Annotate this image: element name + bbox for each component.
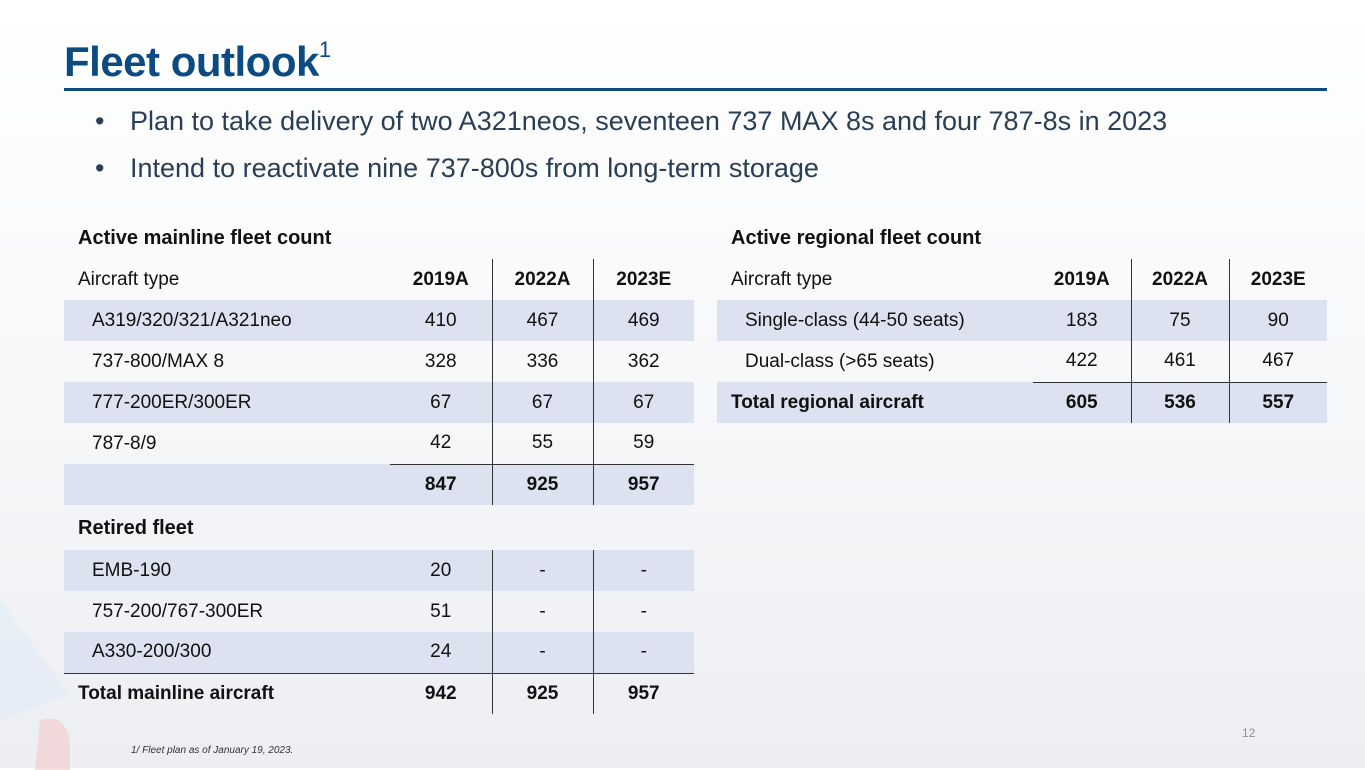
cell-value: 410 bbox=[390, 300, 492, 341]
cell-value: 461 bbox=[1131, 341, 1229, 382]
cell-value: 605 bbox=[1033, 382, 1131, 423]
mainline-fleet-table bbox=[64, 259, 694, 505]
cell-value: 536 bbox=[1131, 382, 1229, 423]
bullet-item: • Plan to take delivery of two A321neos, seventeen 737 MAX 8s and four 787-8s in 2023 bbox=[95, 106, 1168, 136]
mainline-section-title: Active mainline fleet count bbox=[78, 227, 332, 249]
row-label: Single-class (44-50 seats) bbox=[717, 300, 1033, 341]
header-cell: 2019A bbox=[1053, 268, 1110, 290]
cell-value: - bbox=[492, 632, 593, 673]
row-label: 777-200ER/300ER bbox=[64, 382, 390, 423]
cell-value: - bbox=[492, 591, 593, 632]
cell-value: 183 bbox=[1033, 300, 1131, 341]
regional-fleet-table bbox=[717, 259, 1327, 423]
row-label: A330-200/300 bbox=[64, 632, 390, 673]
cell-value: 20 bbox=[390, 550, 492, 591]
header-cell: 2022A bbox=[1131, 259, 1229, 300]
row-label: 757-200/767-300ER bbox=[92, 600, 264, 622]
regional-section-title: Active regional fleet count bbox=[731, 227, 982, 249]
cell-value: - bbox=[593, 591, 694, 632]
cell-value: - bbox=[593, 632, 694, 673]
footnote: 1/ Fleet plan as of January 19, 2023. bbox=[131, 745, 294, 756]
row-label: 787-8/9 bbox=[92, 432, 157, 454]
total-row bbox=[717, 382, 1327, 423]
header-cell: 2022A bbox=[492, 259, 593, 300]
table-row bbox=[64, 591, 694, 632]
cell-value: 67 bbox=[390, 382, 492, 423]
header-cell: 2019A bbox=[412, 268, 469, 290]
total-label: Total mainline aircraft bbox=[64, 673, 390, 714]
row-label: 737-800/MAX 8 bbox=[92, 350, 225, 372]
total-label: Total regional aircraft bbox=[717, 382, 1033, 423]
table-row bbox=[64, 300, 694, 341]
decorative-shape bbox=[0, 600, 70, 770]
bullet-list bbox=[95, 103, 1167, 197]
table-header-row bbox=[64, 259, 694, 300]
cell-value: 942 bbox=[390, 673, 492, 714]
cell-value: 59 bbox=[593, 423, 694, 464]
subtotal-row bbox=[64, 464, 694, 505]
header-cell: Aircraft type bbox=[78, 268, 180, 290]
table-row bbox=[64, 341, 694, 382]
table-row bbox=[717, 300, 1327, 341]
cell-value: 469 bbox=[593, 300, 694, 341]
title-divider bbox=[64, 88, 1327, 91]
header-cell: 2023E bbox=[593, 259, 694, 300]
table-row bbox=[717, 341, 1327, 382]
table-row bbox=[64, 423, 694, 464]
bullet-item: • Intend to reactivate nine 737-800s from long-term storage bbox=[95, 153, 819, 183]
table-row bbox=[64, 382, 694, 423]
cell-value: 55 bbox=[492, 423, 593, 464]
row-label: A319/320/321/A321neo bbox=[64, 300, 390, 341]
cell-value: 925 bbox=[492, 673, 593, 714]
page-number: 12 bbox=[1242, 726, 1256, 740]
cell-value: 75 bbox=[1131, 300, 1229, 341]
cell-value: 467 bbox=[492, 300, 593, 341]
table-row bbox=[64, 550, 694, 591]
cell-value: 328 bbox=[424, 350, 457, 372]
table-row bbox=[64, 632, 694, 673]
header-cell: Aircraft type bbox=[731, 268, 833, 290]
row-label: Dual-class (>65 seats) bbox=[745, 350, 935, 372]
title-footnote-marker: 1 bbox=[318, 37, 331, 62]
retired-fleet-table bbox=[64, 550, 694, 714]
cell-value: 24 bbox=[390, 632, 492, 673]
cell-value: 422 bbox=[1065, 350, 1098, 372]
table-header-row bbox=[717, 259, 1327, 300]
page-title: Fleet outlook$^1$ bbox=[64, 37, 331, 85]
cell-value: 925 bbox=[492, 464, 593, 505]
cell-value: 67 bbox=[492, 382, 593, 423]
cell-value: 336 bbox=[492, 341, 593, 382]
cell-value: 557 bbox=[1229, 382, 1327, 423]
cell-value: 51 bbox=[430, 600, 452, 622]
row-label: EMB-190 bbox=[64, 550, 390, 591]
cell-value: - bbox=[593, 550, 694, 591]
row-label bbox=[64, 464, 390, 505]
cell-value: 957 bbox=[593, 464, 694, 505]
cell-value: 67 bbox=[593, 382, 694, 423]
cell-value: 42 bbox=[430, 432, 452, 454]
cell-value: 957 bbox=[593, 673, 694, 714]
cell-value: 847 bbox=[390, 464, 492, 505]
cell-value: 90 bbox=[1229, 300, 1327, 341]
retired-section-title: Retired fleet bbox=[78, 517, 194, 539]
cell-value: 467 bbox=[1229, 341, 1327, 382]
cell-value: - bbox=[492, 550, 593, 591]
total-row bbox=[64, 673, 694, 714]
header-cell: 2023E bbox=[1229, 259, 1327, 300]
cell-value: 362 bbox=[593, 341, 694, 382]
